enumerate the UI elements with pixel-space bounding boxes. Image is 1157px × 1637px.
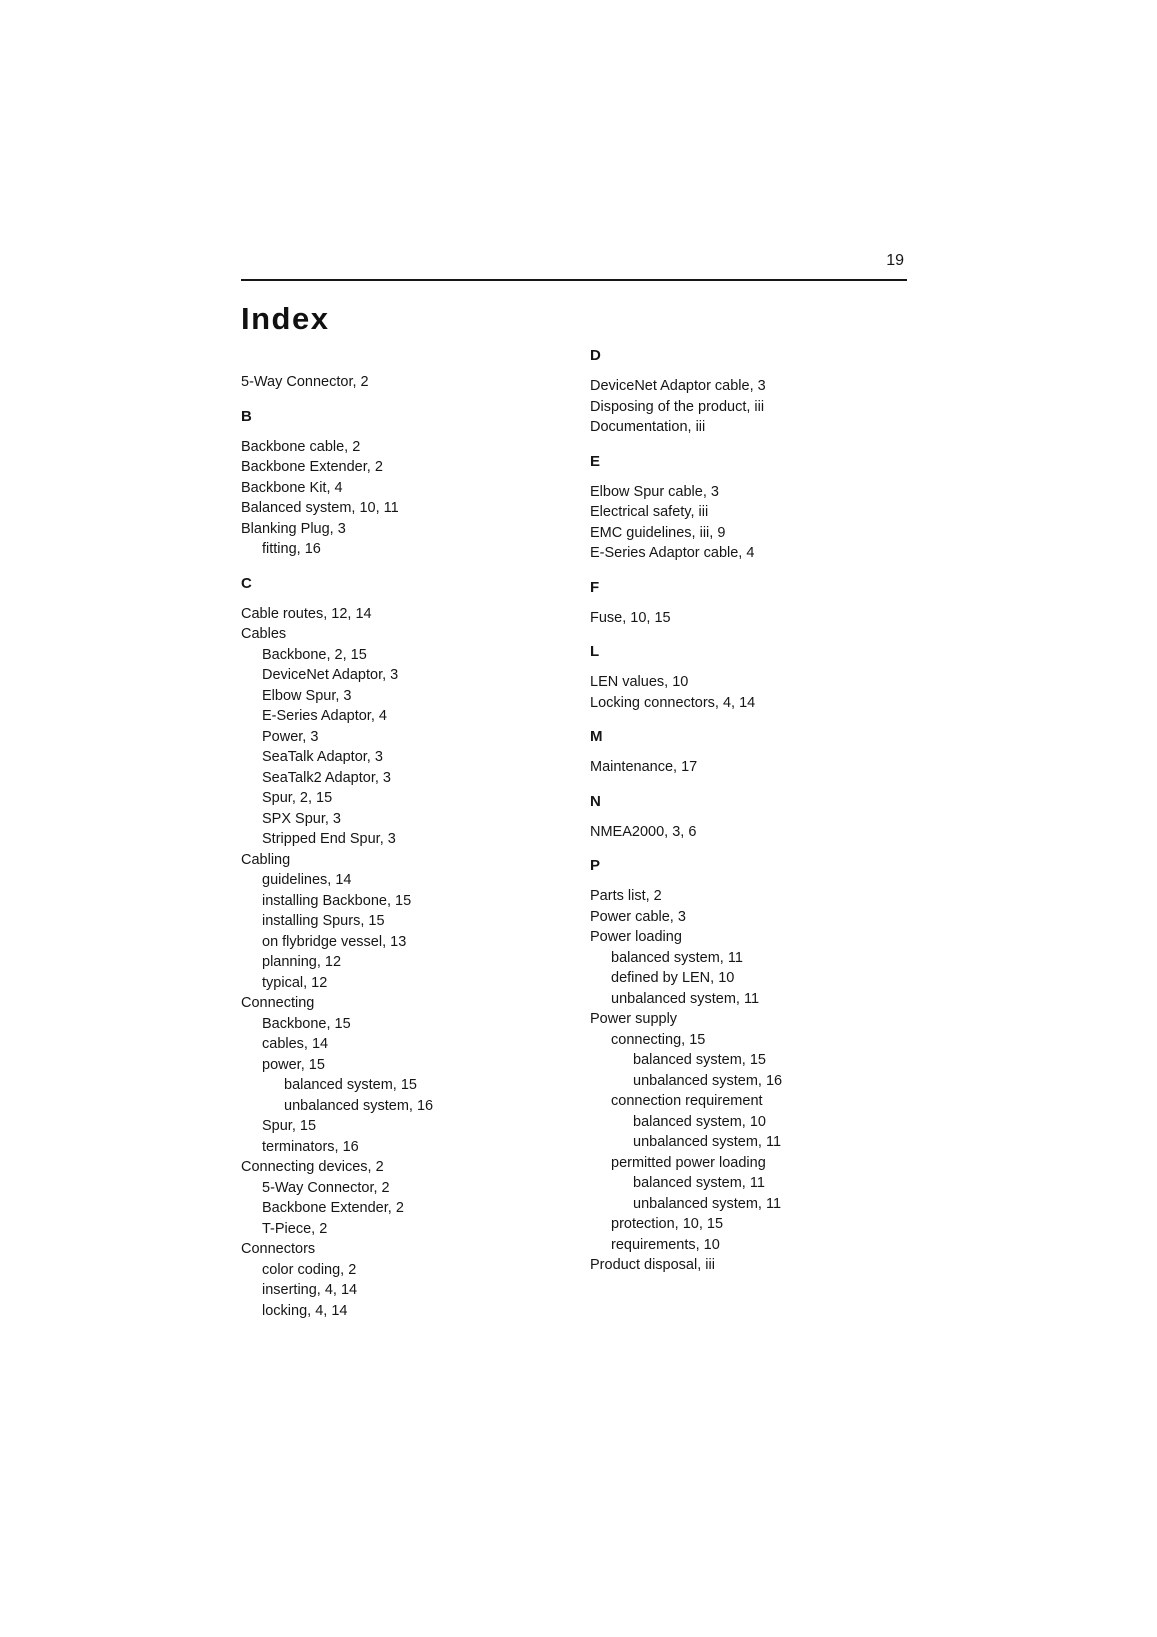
index-entry: unbalanced system, 11 xyxy=(633,1134,782,1150)
index-entry: balanced system, 15 xyxy=(284,1077,417,1093)
index-entry: planning, 12 xyxy=(262,954,342,970)
page-title: Index xyxy=(241,301,330,336)
index-entry: installing Spurs, 15 xyxy=(262,913,385,929)
index-entry: connection requirement xyxy=(611,1093,763,1109)
index-entry: E-Series Adaptor, 4 xyxy=(262,708,387,724)
index-entry: LEN values, 10 xyxy=(590,674,689,690)
index-entry: Elbow Spur cable, 3 xyxy=(590,483,719,500)
index-entry: connecting, 15 xyxy=(611,1031,706,1048)
index-entry: guidelines, 14 xyxy=(262,872,352,888)
index-entry: T-Piece, 2 xyxy=(262,1220,328,1237)
index-entry: Parts list, 2 xyxy=(590,888,662,904)
index-entry: Backbone, 2, 15 xyxy=(262,646,367,663)
index-entry: Power loading xyxy=(590,929,682,945)
index-entry: Balanced system, 10, 11 xyxy=(241,500,399,516)
index-entry: Spur, 15 xyxy=(262,1118,317,1134)
index-entry: unbalanced system, 11 xyxy=(611,990,760,1007)
index-entry: terminators, 16 xyxy=(262,1138,359,1155)
index-entry: SeaTalk Adaptor, 3 xyxy=(262,749,383,765)
section-letter: L xyxy=(590,643,600,660)
section-letter: P xyxy=(590,857,601,874)
index-entry: Cables xyxy=(241,626,287,642)
index-entry: Cabling xyxy=(241,851,291,868)
index-entry: Product disposal, iii xyxy=(590,1257,715,1273)
index-entry: Power supply xyxy=(590,1011,678,1027)
index-entry: Connectors xyxy=(241,1241,316,1257)
section-letter: D xyxy=(590,347,601,364)
index-entry: Elbow Spur, 3 xyxy=(262,687,352,704)
index-entry: Backbone Extender, 2 xyxy=(241,459,383,475)
index-entry: requirements, 10 xyxy=(611,1236,720,1253)
index-entry: Locking connectors, 4, 14 xyxy=(590,694,756,711)
index-entry: unbalanced system, 11 xyxy=(633,1195,782,1212)
index-entry: power, 15 xyxy=(262,1056,325,1073)
section-letter: M xyxy=(590,728,603,745)
section-letter: C xyxy=(241,574,252,592)
index-entry: on flybridge vessel, 13 xyxy=(262,933,407,950)
section-letter: N xyxy=(590,792,601,810)
index-entry: fitting, 16 xyxy=(262,541,321,557)
index-entry: Stripped End Spur, 3 xyxy=(262,831,396,847)
index-entry: 5-Way Connector, 2 xyxy=(262,1179,390,1196)
index-entry: 5-Way Connector, 2 xyxy=(241,374,369,390)
index-entry: Backbone Extender, 2 xyxy=(262,1200,404,1216)
index-entry: Connecting devices, 2 xyxy=(241,1159,384,1175)
index-entry: Fuse, 10, 15 xyxy=(590,609,671,626)
index-entry: Maintenance, 17 xyxy=(590,759,698,775)
section-letter: E xyxy=(590,452,601,470)
index-entry: protection, 10, 15 xyxy=(611,1216,724,1232)
index-entry: Spur, 2, 15 xyxy=(262,790,333,806)
index-entry: Blanking Plug, 3 xyxy=(241,520,346,537)
index-entry: Electrical safety, iii xyxy=(590,504,709,520)
section-letter: B xyxy=(241,407,252,425)
index-entry: inserting, 4, 14 xyxy=(262,1282,358,1298)
index-entry: unbalanced system, 16 xyxy=(284,1097,434,1114)
index-entry: installing Backbone, 15 xyxy=(262,892,412,909)
index-entry: balanced system, 10 xyxy=(633,1113,766,1130)
index-entry: Backbone cable, 2 xyxy=(241,438,361,455)
index-entry: balanced system, 15 xyxy=(633,1052,766,1068)
index-entry: Documentation, iii xyxy=(590,419,706,435)
index-entry: balanced system, 11 xyxy=(633,1175,765,1191)
index-columns xyxy=(241,346,907,1321)
index-entry: Disposing of the product, iii xyxy=(590,398,765,415)
index-entry: Backbone Kit, 4 xyxy=(241,479,343,496)
index-entry: locking, 4, 14 xyxy=(262,1302,348,1319)
index-entry: DeviceNet Adaptor, 3 xyxy=(262,667,399,683)
index-entry: EMC guidelines, iii, 9 xyxy=(590,524,726,541)
index-entry: balanced system, 11 xyxy=(611,949,743,966)
index-entry: SPX Spur, 3 xyxy=(262,810,341,827)
index-entry: unbalanced system, 16 xyxy=(633,1072,783,1089)
index-entry: SeaTalk2 Adaptor, 3 xyxy=(262,769,391,786)
index-entry: cables, 14 xyxy=(262,1036,329,1052)
index-entry: NMEA2000, 3, 6 xyxy=(590,823,697,840)
index-entry: Power, 3 xyxy=(262,728,319,745)
index-entry: E-Series Adaptor cable, 4 xyxy=(590,545,755,561)
index-column-left xyxy=(241,346,590,1321)
page-number: 19 xyxy=(886,252,904,269)
index-entry: defined by LEN, 10 xyxy=(611,970,735,986)
index-column-right xyxy=(590,346,907,1321)
index-entry: permitted power loading xyxy=(611,1154,766,1171)
page-content xyxy=(241,252,907,1321)
index-entry: DeviceNet Adaptor cable, 3 xyxy=(590,378,766,394)
header-rule xyxy=(241,279,907,281)
index-entry: color coding, 2 xyxy=(262,1261,357,1278)
section-letter: F xyxy=(590,578,600,596)
index-entry: typical, 12 xyxy=(262,974,328,991)
index-entry: Cable routes, 12, 14 xyxy=(241,605,372,622)
index-entry: Backbone, 15 xyxy=(262,1015,351,1032)
index-entry: Connecting xyxy=(241,995,315,1011)
index-entry: Power cable, 3 xyxy=(590,908,686,925)
